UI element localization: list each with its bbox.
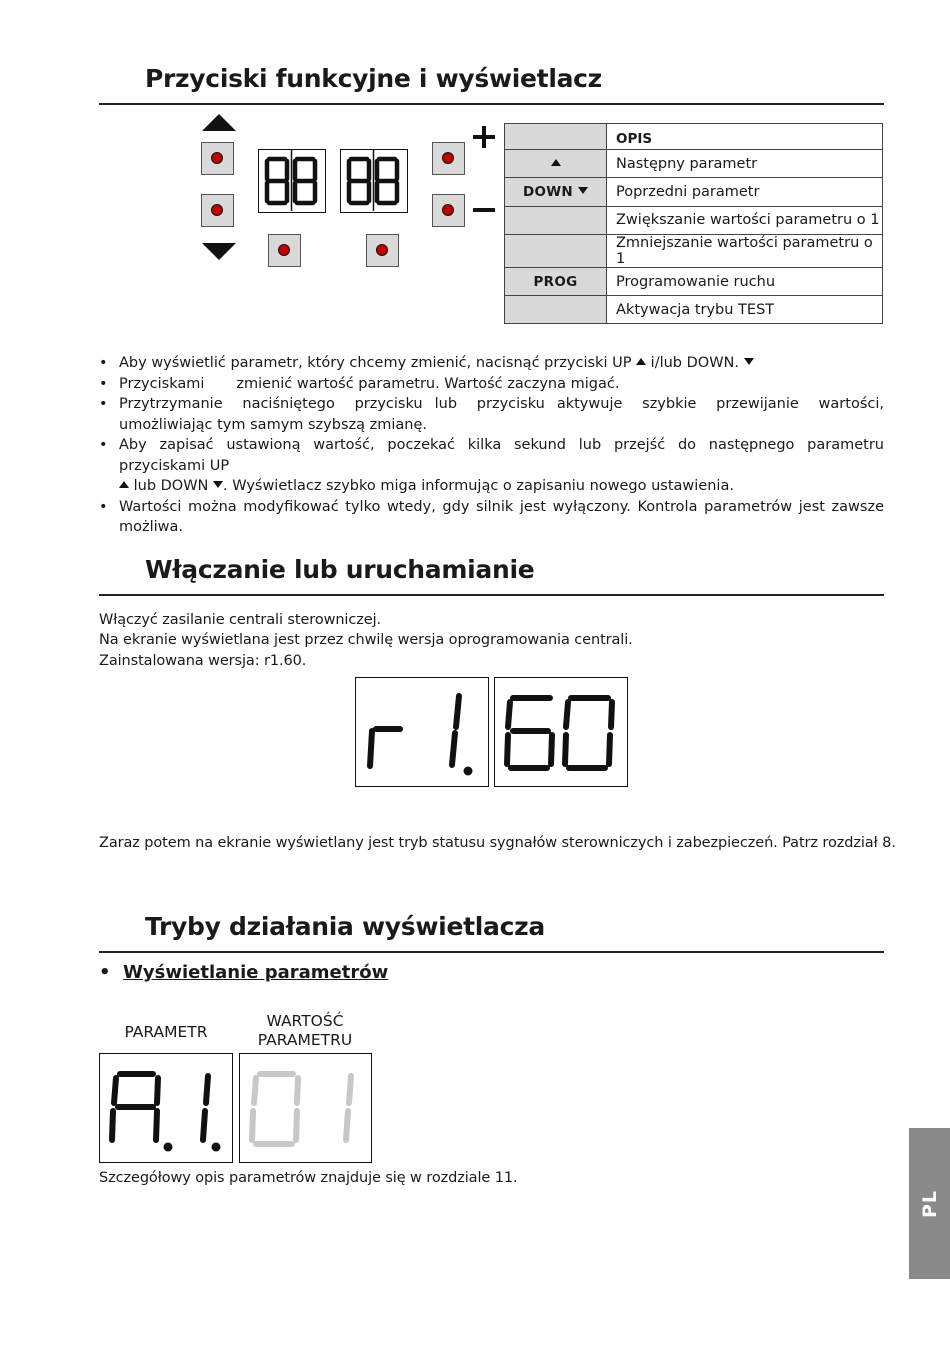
modes-footer: Szczegółowy opis parametrów znajduje się w rozdziale 11. — [99, 1170, 518, 1186]
language-tab-label: PL — [918, 1189, 941, 1218]
up-button[interactable] — [201, 142, 234, 175]
section-title-buttons: Przyciski funkcyjne i wyświetlacz — [145, 64, 602, 93]
table-desc-cell: Poprzedni parametr — [607, 178, 883, 206]
digits-r1-icon — [356, 678, 487, 785]
plus-minus-icons — [470, 124, 498, 220]
list-item: • Przytrzymanie naciśniętego przycisku lub przycisku aktywuje szybkie przewijanie wartości, umożliwiając tym samym szybszą zmianę. — [99, 394, 884, 435]
table-row — [505, 234, 883, 267]
minus-button[interactable] — [432, 194, 465, 227]
display-digit-pair-2 — [340, 149, 408, 213]
table-desc-cell: Następny parametr — [607, 150, 883, 178]
arrow-down-icon — [202, 243, 236, 260]
section-rule — [99, 594, 884, 596]
table-key-cell: DOWN — [505, 178, 607, 206]
triangle-up-icon — [551, 159, 561, 166]
table-header-desc: OPIS — [607, 124, 883, 150]
list-item: • Aby wyświetlić parametr, który chcemy zmienić, nacisnąć przyciski UP i/lub DOWN. — [99, 353, 884, 374]
version-display-left — [355, 677, 489, 787]
table-row — [505, 206, 883, 234]
language-tab — [909, 1128, 950, 1279]
digits-60-icon — [495, 678, 626, 785]
table-desc-cell: Zwiększanie wartości parametru o 1 — [607, 206, 883, 234]
prog-button[interactable] — [268, 234, 301, 267]
version-display-right — [494, 677, 628, 787]
triangle-down-icon — [578, 187, 588, 194]
parameter-display — [99, 1053, 233, 1163]
section-title-startup: Włączanie lub uruchamianie — [145, 555, 535, 584]
list-item: • Przyciskami zmienić wartość parametru. Wartość zaczyna migać. — [99, 374, 884, 395]
button-description-table — [504, 123, 883, 324]
triangle-up-icon — [119, 481, 129, 488]
table-row — [505, 296, 883, 324]
triangle-down-icon — [213, 481, 223, 488]
startup-line-1: Włączyć zasilanie centrali sterowniczej. — [99, 612, 382, 628]
list-item: • Aby zapisać ustawioną wartość, poczekać kilka sekund lub przejść do następnego parametru przyciskami UP lub DOWN . Wyświetlacz szybko miga informując o zapisaniu nowego ustawienia. — [99, 435, 884, 497]
plus-button[interactable] — [432, 142, 465, 175]
table-row — [505, 178, 883, 206]
table-desc-cell: Programowanie ruchu — [607, 267, 883, 295]
table-row — [505, 150, 883, 178]
digits-88-icon — [259, 150, 324, 211]
table-row — [505, 267, 883, 295]
table-key-cell — [505, 206, 607, 234]
digits-01-icon — [240, 1054, 370, 1161]
down-button[interactable] — [201, 194, 234, 227]
table-key-cell — [505, 296, 607, 324]
arrow-up-icon — [202, 114, 236, 131]
label-parameter-value: WARTOŚĆ PARAMETRU — [257, 1012, 353, 1049]
instruction-list — [99, 353, 884, 538]
triangle-down-icon — [744, 358, 754, 365]
table-header-key — [505, 124, 607, 150]
table-desc-cell: Zmniejszanie wartości parametru o 1 — [607, 234, 883, 267]
display-digit-pair-1 — [258, 149, 326, 213]
list-item: • Wartości można modyfikować tylko wtedy, gdy silnik jest wyłączony. Kontrola parametrów jest zawsze możliwa. — [99, 497, 884, 538]
test-button[interactable] — [366, 234, 399, 267]
table-key-cell — [505, 150, 607, 178]
subsection-title: • Wyświetlanie parametrów — [99, 962, 389, 983]
table-desc-cell: Aktywacja trybu TEST — [607, 296, 883, 324]
startup-line-3: Zainstalowana wersja: r1.60. — [99, 653, 307, 669]
minus-icon — [473, 208, 495, 212]
section-title-modes: Tryby działania wyświetlacza — [145, 912, 545, 941]
startup-after-text: Zaraz potem na ekranie wyświetlany jest tryb statusu sygnałów sterowniczych i zabezpieczeń. Patrz rozdział 8. — [99, 835, 896, 851]
label-parameter: PARAMETR — [124, 1023, 208, 1041]
startup-line-2: Na ekranie wyświetlana jest przez chwilę wersja oprogramowania centrali. — [99, 632, 633, 648]
digits-88-icon — [341, 150, 406, 211]
triangle-up-icon — [636, 358, 646, 365]
section-rule — [99, 103, 884, 105]
digits-A1-icon — [100, 1054, 231, 1161]
parameter-value-display — [239, 1053, 372, 1163]
table-header-row — [505, 124, 883, 150]
table-key-cell: PROG — [505, 267, 607, 295]
section-rule — [99, 951, 884, 953]
table-key-cell — [505, 234, 607, 267]
